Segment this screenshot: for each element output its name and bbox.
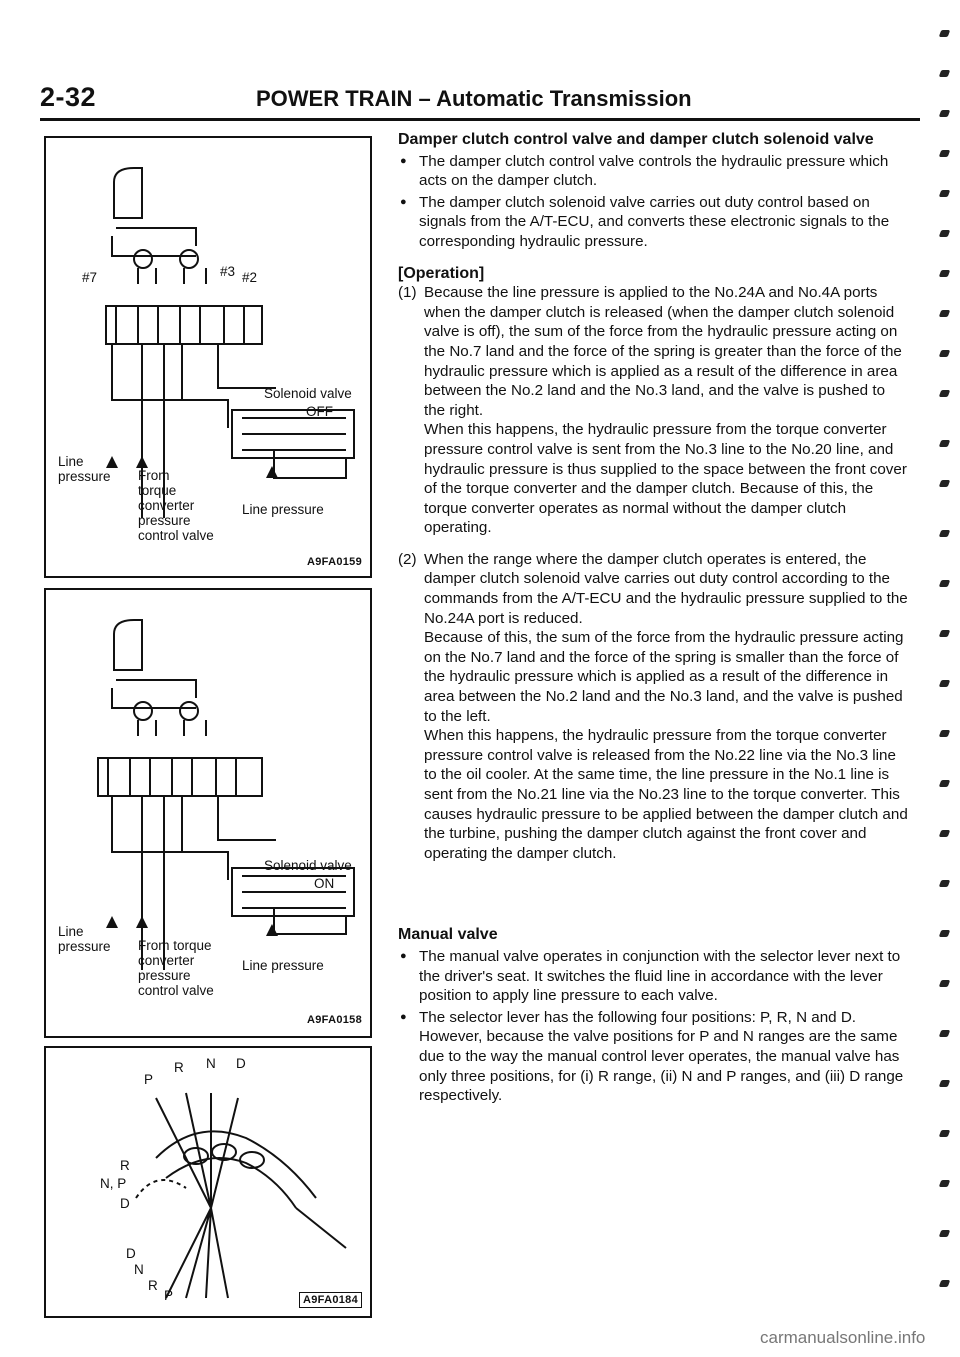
figure-code: A9FA0158 xyxy=(307,1014,362,1026)
manual-valve-heading: Manual valve xyxy=(398,926,498,944)
operation-number: (1) xyxy=(398,284,417,302)
valve-body xyxy=(106,306,262,344)
selector-plate xyxy=(156,1131,316,1198)
line-pressure-label: Line pressure xyxy=(58,454,111,484)
valve-body xyxy=(98,758,262,796)
operation-text: When this happens, the hydraulic pressure from the torque converter pressure control valve is sent from the No.3 line to the No.20 line, and hydraulic pressure is thus supplied to the space between the front cover of the torque converter and the damper clutch. Because of this, the torque converter operates as normal without the damper clutch operating. xyxy=(424,421,907,537)
header-rule xyxy=(40,118,920,121)
figure-manual-valve xyxy=(44,1046,372,1318)
manual-bullet: ● The manual valve operates in conjunction with the selector lever next to the driver's seat. It switches the fluid line in accordance with the lever position to apply line pressure to each valve. xyxy=(398,947,908,1006)
from-converter-label: From torque converter pressure control valve xyxy=(138,938,214,998)
check-ball-left xyxy=(134,702,152,720)
figure-code: A9FA0184 xyxy=(299,1292,362,1308)
damper-heading: Damper clutch control valve and damper clutch solenoid valve xyxy=(398,131,874,148)
position-label-side: D xyxy=(120,1196,130,1211)
reservoir xyxy=(114,168,142,218)
solenoid-label: Solenoid valve xyxy=(264,386,352,401)
position-label-bottom: R xyxy=(148,1278,158,1293)
port-label: #2 xyxy=(242,270,258,285)
position-label-side: N, P xyxy=(100,1176,127,1191)
line-pressure-label: Line pressure xyxy=(58,924,111,954)
operation-item-2 xyxy=(398,550,908,864)
figure-code: A9FA0159 xyxy=(307,556,362,568)
solenoid-state: ON xyxy=(314,876,335,891)
operation-number: (2) xyxy=(398,550,417,568)
operation-heading: [Operation] xyxy=(398,264,485,282)
line-pressure-path xyxy=(112,796,228,880)
position-label-bottom: N xyxy=(134,1262,144,1277)
line-pressure-right-label: Line pressure xyxy=(242,958,324,973)
port-label: #3 xyxy=(220,264,236,279)
operation-item-1 xyxy=(398,283,908,538)
operation-text: When this happens, the hydraulic pressure from the torque converter pressure control valve is released from the No.22 line via the No.3 line to the oil cooler. At the same time, the line pressure in the No.1 line is sent from the No.21 line via the No.23 line to the torque converter. This causes hydraulic pressure to be applied between the damper clutch and the turbine, pushing the damper clutch against the front cover and operating the damper clutch. xyxy=(424,727,908,862)
operation-text: When the range where the damper clutch operates is entered, the damper clutch solenoid valve carries out duty control according to the commands from the A/T-ECU and the hydraulic pressure supplied to the No.24A port is reduced. xyxy=(424,550,908,627)
body-text xyxy=(398,130,908,1106)
damper-bullet: ● The damper clutch solenoid valve carries out duty control based on signals from the A/T-ECU, and converts these electronic signals to the corresponding hydraulic pressure. xyxy=(398,193,908,252)
page-header xyxy=(40,82,940,116)
position-label-top: N xyxy=(206,1056,216,1071)
position-label-top: R xyxy=(174,1060,184,1075)
operation-text: Because of this, the sum of the force from the hydraulic pressure acting on the No.7 land and the force of the spring is smaller than the force of the hydraulic pressure which is applied as a result of the difference in area between the No.2 land and the No.3 land, and the valve is pushed to the left. xyxy=(424,629,904,725)
port-label: #7 xyxy=(82,270,98,285)
check-ball-left xyxy=(134,250,152,268)
position-label-bottom: D xyxy=(126,1246,136,1261)
position-label-side: R xyxy=(120,1158,130,1173)
position-label-bottom: P xyxy=(164,1288,174,1303)
figure-solenoid-off xyxy=(44,136,372,578)
solenoid-label: Solenoid valve xyxy=(264,858,352,873)
solenoid-state: OFF xyxy=(306,404,333,419)
position-label-top: D xyxy=(236,1056,246,1071)
line-pressure-right-label: Line pressure xyxy=(242,502,324,517)
section-title: POWER TRAIN – Automatic Transmission xyxy=(256,86,692,111)
check-ball-right xyxy=(180,250,198,268)
from-converter-label: From torque converter pressure control valve xyxy=(138,468,214,543)
figure-solenoid-on xyxy=(44,588,372,1038)
selector-lever-diagram xyxy=(46,1048,370,1316)
page-number: 2-32 xyxy=(40,82,97,112)
line-pressure-path xyxy=(112,344,228,428)
operation-text: Because the line pressure is applied to the No.24A and No.4A ports when the damper clutch is released (when the damper clutch solenoid valve is off), the sum of the force from the hydraulic pressure acting on the No.7 land and the force of the spring is greater than the force of the hydraulic pressure which is applied as a result of the difference in area between the No.2 land and the No.3 land, and the valve is pushed to the right. xyxy=(424,284,902,419)
reservoir xyxy=(114,620,142,670)
binding-marks xyxy=(936,0,956,1320)
damper-bullet: ● The damper clutch control valve controls the hydraulic pressure which acts on the damper clutch. xyxy=(398,152,908,191)
watermark: carmanualsonline.info xyxy=(760,1328,926,1347)
manual-bullet: ● The selector lever has the following four positions: P, R, N and D. However, because the valve positions for P and N ranges are the same due to the way the manual control lever operates, the manual valve has only three positions, for (i) R range, (ii) N and P ranges, and (iii) D range respectively. xyxy=(398,1008,908,1106)
position-label-top: P xyxy=(144,1072,154,1087)
check-ball-right xyxy=(180,702,198,720)
